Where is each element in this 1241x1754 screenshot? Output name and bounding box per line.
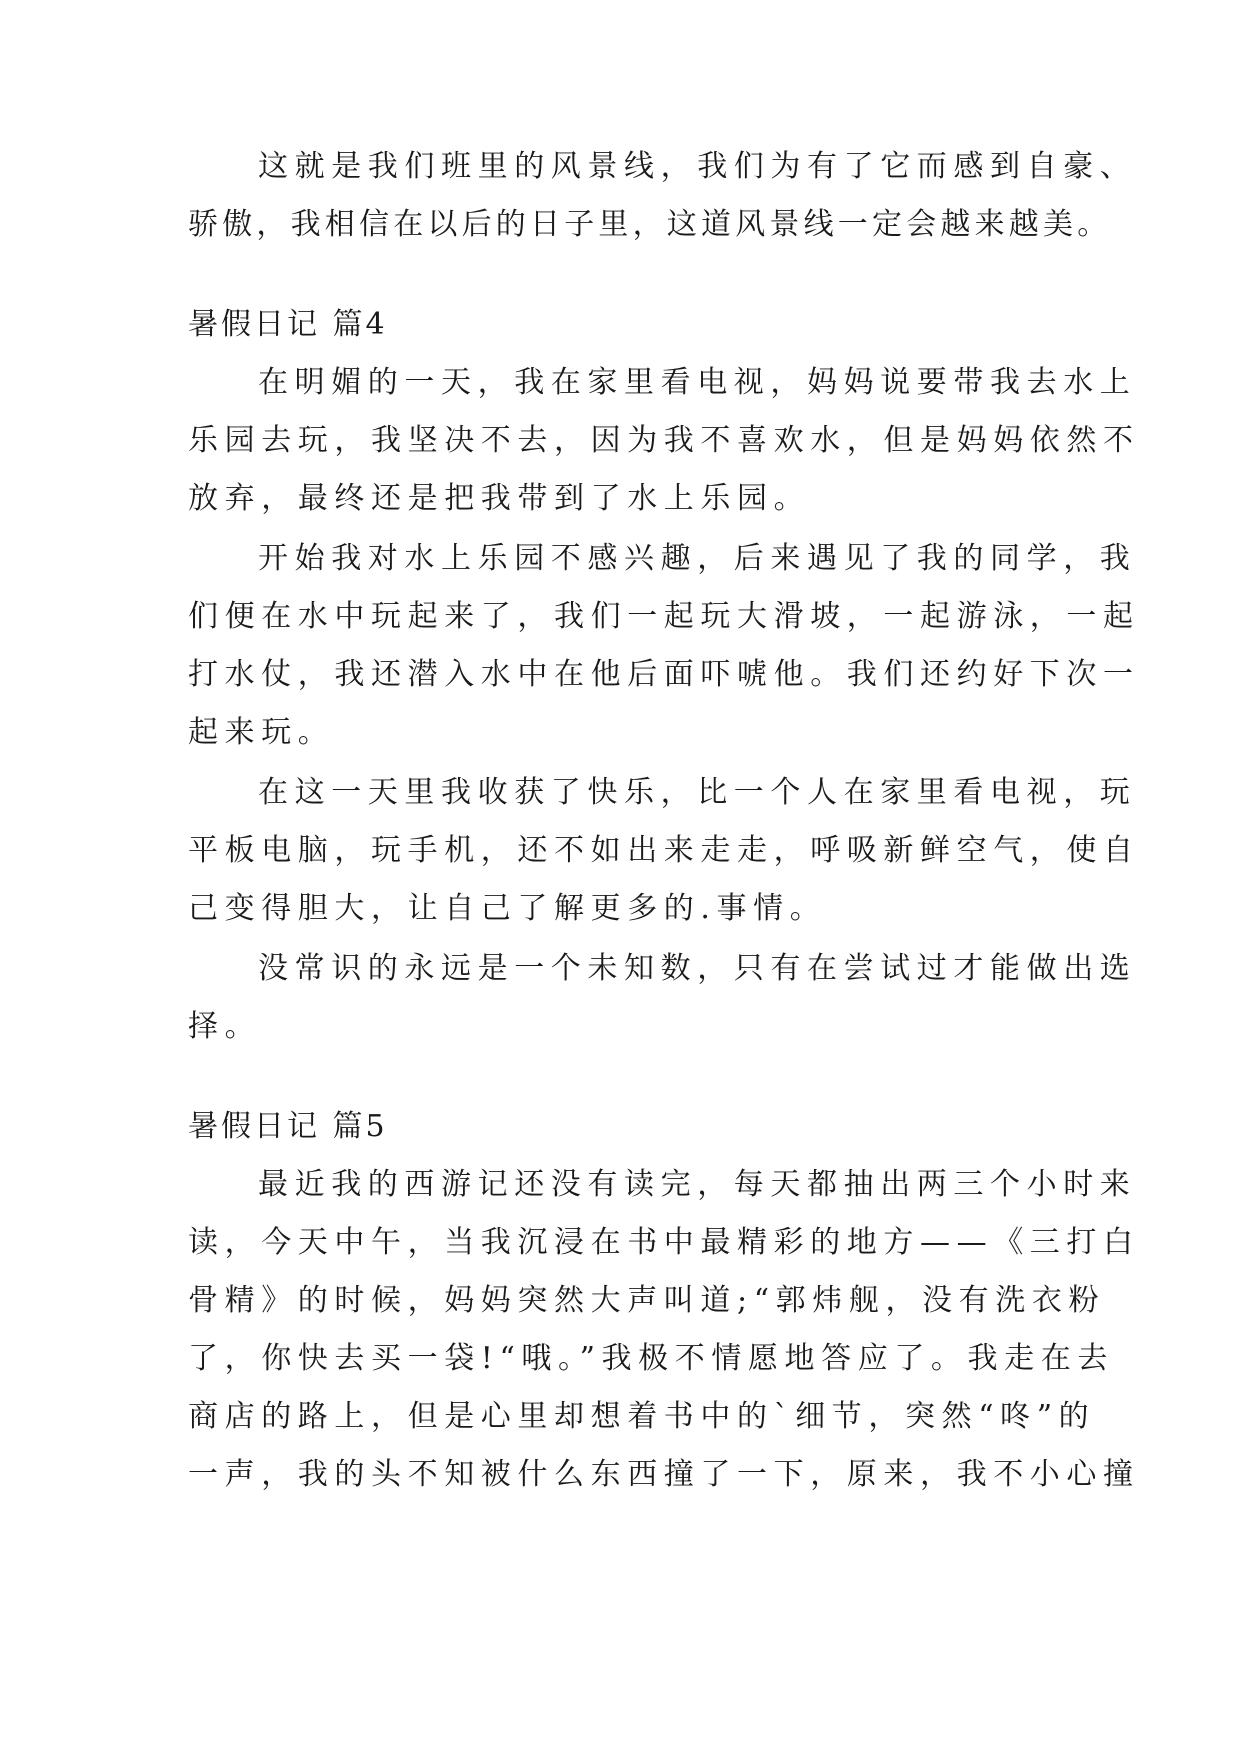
text-line: 开始我对水上乐园不感兴趣，后来遇见了我的同学，我	[258, 541, 1137, 576]
text-line: 在明媚的一天，我在家里看电视，妈妈说要带我去水上	[258, 365, 1137, 400]
text-line: 起来玩。	[188, 715, 335, 750]
text-line: 没常识的永远是一个未知数，只有在尝试过才能做出选	[258, 951, 1137, 986]
section-heading: 暑假日记 篇5	[188, 1109, 388, 1144]
text-line: 读，今天中午，当我沉浸在书中最精彩的地方——《三打白	[188, 1225, 1140, 1260]
text-line: 择。	[188, 1009, 262, 1044]
text-line: 在这一天里我收获了快乐，比一个人在家里看电视，玩	[258, 775, 1137, 810]
text-line: 打水仗，我还潜入水中在他后面吓唬他。我们还约好下次一	[188, 657, 1140, 692]
text-line: 了，你快去买一袋!“哦。”我极不情愿地答应了。我走在去	[188, 1341, 1114, 1376]
text-line: 己变得胆大，让自己了解更多的.事情。	[188, 891, 827, 926]
text-line: 一声，我的头不知被什么东西撞了一下，原来，我不小心撞	[188, 1457, 1140, 1492]
text-line: 骄傲，我相信在以后的日子里，这道风景线一定会越来越美。	[188, 207, 1112, 242]
text-line: 商店的路上，但是心里却想着书中的`细节，突然“咚”的	[188, 1399, 1096, 1434]
text-line: 平板电脑，玩手机，还不如出来走走，呼吸新鲜空气，使自	[188, 833, 1140, 868]
text-line: 放弃，最终还是把我带到了水上乐园。	[188, 481, 811, 516]
text-line: 这就是我们班里的风景线，我们为有了它而感到自豪、	[258, 149, 1137, 184]
text-line: 最近我的西游记还没有读完，每天都抽出两三个小时来	[258, 1167, 1137, 1202]
text-line: 骨精》的时候，妈妈突然大声叫道;“郭炜舰，没有洗衣粉	[188, 1283, 1106, 1318]
text-line: 乐园去玩，我坚决不去，因为我不喜欢水，但是妈妈依然不	[188, 423, 1140, 458]
section-heading: 暑假日记 篇4	[188, 307, 388, 342]
text-line: 们便在水中玩起来了，我们一起玩大滑坡，一起游泳，一起	[188, 599, 1140, 634]
